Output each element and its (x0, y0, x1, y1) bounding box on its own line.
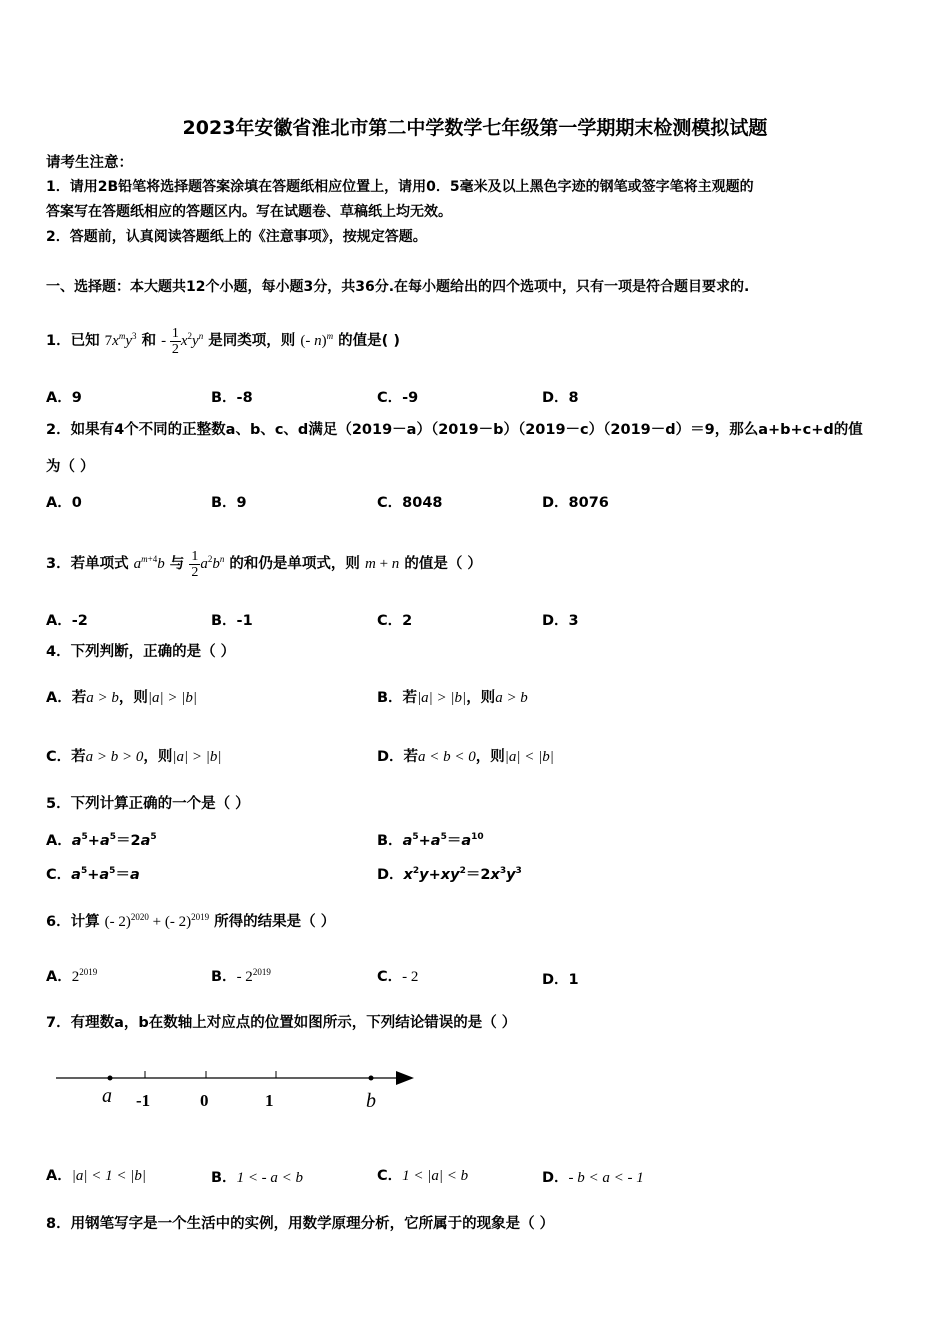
q6-option-a[interactable]: A．$2^{2019}$ (46, 967, 98, 985)
q1-option-c[interactable]: C．-9 (377, 390, 419, 406)
q7-option-b[interactable]: B．1 < - a < b (211, 1170, 304, 1186)
notice-line-1b: 答案写在答题纸相应的答题区内。写在试题卷、草稿纸上均无效。 (46, 204, 452, 220)
q3-option-b[interactable]: B．-1 (211, 613, 253, 629)
notice-line-1: 1．请用2B铅笔将选择题答案涂填在答题纸相应位置上，请用0．5毫米及以上黑色字迹的钢笔或签字笔将主观题的 (46, 179, 754, 195)
q7-option-d[interactable]: D．- b < a < - 1 (542, 1170, 644, 1186)
notice-heading: 请考生注意： (46, 155, 133, 171)
q2-option-d[interactable]: D．8076 (542, 495, 609, 511)
label-a: a (102, 1085, 112, 1107)
q3-term-1: $a^{m+4}b$ (133, 553, 165, 572)
question-7: 7．有理数a，b在数轴上对应点的位置如图所示，下列结论错误的是（ ） (46, 1015, 517, 1031)
q2-option-c[interactable]: C．8048 (377, 495, 443, 511)
point-b (369, 1076, 374, 1081)
q1-term-1: $7x^my^3$ (104, 330, 137, 349)
q5-option-c[interactable]: C．$a^5+a^5=a$ (46, 866, 140, 883)
q3-option-c[interactable]: C．2 (377, 613, 413, 629)
point-a (108, 1076, 113, 1081)
question-2-line-1: 2．如果有4个不同的正整数a、b、c、d满足（2019－a）（2019－b）（2019－c）（2019－d）＝9，那么a+b+c+d的值 (46, 422, 863, 438)
question-1: 1．已知 $7x^my^3$ 和 - $\frac{1}{2}$ $x^2y^n$ 是同类项，则 (- n)$^m$ 的值是( ) (46, 326, 400, 357)
question-2-line-2: 为（ ） (46, 459, 95, 475)
question-5: 5．下列计算正确的一个是（ ） (46, 796, 250, 812)
q7-option-a[interactable]: A．|a| < 1 < |b| (46, 1168, 146, 1184)
q7-option-c[interactable]: C．1 < |a| < b (377, 1168, 469, 1184)
q5-option-a[interactable]: A．$a^5+a^5=2a^5$ (46, 832, 157, 849)
notice-line-2: 2．答题前，认真阅读答题纸上的《注意事项》，按规定答题。 (46, 229, 427, 245)
question-6: 6．计算 (- 2)$^{2020}$ + (- 2)$^{2019}$ 所得的结果是（ ） (46, 912, 336, 930)
label-1: 1 (265, 1091, 274, 1110)
q1-option-d[interactable]: D．8 (542, 390, 579, 406)
label-0: 0 (200, 1091, 209, 1110)
question-8: 8．用钢笔写字是一个生活中的实例，用数学原理分析，它所属于的现象是（ ） (46, 1216, 555, 1232)
q1-option-b[interactable]: B．-8 (211, 390, 253, 406)
q2-option-a[interactable]: A．0 (46, 495, 82, 511)
q6-option-c[interactable]: C．- 2 (377, 969, 419, 985)
q4-option-c[interactable]: C．若a > b > 0，则|a| > |b| (46, 749, 222, 765)
number-line-figure (54, 1062, 424, 1122)
q3-option-a[interactable]: A．-2 (46, 613, 88, 629)
q1-term-2: - $\frac{1}{2}$ $x^2y^n$ (161, 326, 204, 357)
question-4: 4．下列判断，正确的是（ ） (46, 644, 236, 660)
q3-expression: m + n (364, 555, 400, 572)
q3-option-d[interactable]: D．3 (542, 613, 579, 629)
q3-term-2: $\frac{1}{2}$ $a^2b^n$ (191, 549, 225, 580)
label-minus-1: -1 (136, 1091, 151, 1110)
label-b: b (366, 1090, 376, 1112)
number-line-arrow (396, 1071, 414, 1085)
q6-expression: (- 2)$^{2020}$ + (- 2)$^{2019}$ (104, 912, 210, 930)
q1-option-a[interactable]: A．9 (46, 390, 82, 406)
q4-option-a[interactable]: A．若a > b，则|a| > |b| (46, 690, 197, 706)
question-3: 3．若单项式 $a^{m+4}b$ 与 $\frac{1}{2}$ $a^2b^n$ 的和仍是单项式，则 m + n 的值是（ ） (46, 549, 482, 580)
section-heading: 一、选择题：本大题共12个小题，每小题3分，共36分.在每小题给出的四个选项中，只有一项是符合题目要求的. (46, 279, 750, 295)
q6-option-b[interactable]: B．- $2^{2019}$ (211, 967, 271, 985)
q6-option-d[interactable]: D．1 (542, 972, 579, 988)
q4-option-b[interactable]: B．若|a| > |b|，则a > b (377, 690, 528, 706)
q5-option-d[interactable]: D．$x^2y+xy^2=2x^3y^3$ (377, 866, 522, 883)
q1-expression: (- n)$^m$ (300, 330, 334, 349)
q4-option-d[interactable]: D．若a < b < 0，则|a| < |b| (377, 749, 554, 765)
q5-option-b[interactable]: B．$a^5+a^5=a^{10}$ (377, 832, 484, 849)
page-title: 2023年安徽省淮北市第二中学数学七年级第一学期期末检测模拟试题 (182, 117, 768, 139)
q2-option-b[interactable]: B．9 (211, 495, 247, 511)
